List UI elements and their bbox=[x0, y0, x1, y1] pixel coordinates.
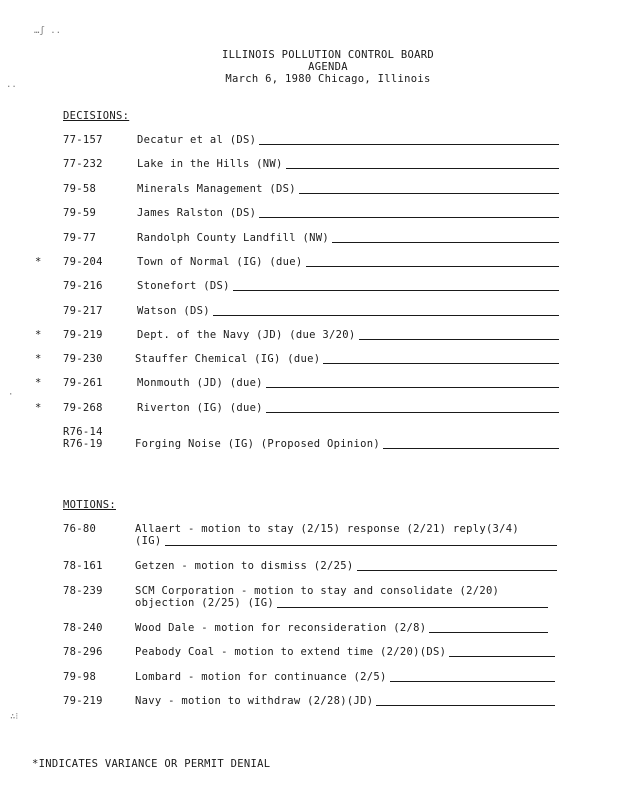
motion-item bbox=[135, 622, 548, 634]
decision-text: Stonefort (DS) bbox=[137, 280, 230, 292]
motion-number: 78-161 bbox=[63, 560, 103, 572]
header-date-location: March 6, 1980 Chicago, Illinois bbox=[225, 73, 431, 85]
stray-mark-top: …ʃ .. bbox=[34, 26, 62, 36]
decision-text: Randolph County Landfill (NW) bbox=[137, 232, 330, 244]
motion-text: Lombard - motion for continuance (2/5) bbox=[135, 671, 387, 683]
decisions-heading: DECISIONS: bbox=[63, 110, 130, 122]
blank-line bbox=[213, 314, 559, 316]
blank-line bbox=[383, 447, 559, 449]
decision-item bbox=[137, 329, 559, 341]
blank-line bbox=[266, 386, 559, 388]
motion-text: Peabody Coal - motion to extend time (2/20)(DS) bbox=[135, 646, 447, 658]
decision-number: 79-219 bbox=[63, 329, 103, 341]
decision-text: Monmouth (JD) (due) bbox=[137, 377, 263, 389]
blank-line bbox=[306, 265, 559, 267]
decision-item bbox=[137, 256, 559, 268]
decision-number: 79-230 bbox=[63, 353, 103, 365]
stray-mark-left: .. bbox=[6, 80, 17, 90]
denial-asterisk: * bbox=[35, 402, 42, 414]
motion-text: Getzen - motion to dismiss (2/25) bbox=[135, 560, 354, 572]
blank-line bbox=[277, 606, 548, 608]
motion-item bbox=[135, 646, 555, 658]
stray-mark-left-2: · bbox=[8, 390, 14, 400]
motion-item bbox=[135, 597, 548, 609]
denial-asterisk: * bbox=[35, 377, 42, 389]
header-board-name: ILLINOIS POLLUTION CONTROL BOARD bbox=[222, 49, 434, 61]
motion-item bbox=[135, 560, 557, 572]
motion-text: Allaert - motion to stay (2/15) response (2/21) reply(3/4) bbox=[135, 523, 520, 535]
motion-text: Wood Dale - motion for reconsideration (2/8) bbox=[135, 622, 427, 634]
decision-number: 79-268 bbox=[63, 402, 103, 414]
motion-number: 79-98 bbox=[63, 671, 97, 683]
decision-text: Lake in the Hills (NW) bbox=[137, 158, 283, 170]
motion-item bbox=[135, 535, 557, 547]
blank-line bbox=[165, 544, 558, 546]
blank-line bbox=[357, 569, 557, 571]
motion-number: 76-80 bbox=[63, 523, 97, 535]
blank-line bbox=[376, 704, 555, 706]
decision-item bbox=[137, 377, 559, 389]
blank-line bbox=[286, 167, 559, 169]
decision-item bbox=[137, 280, 559, 292]
motion-number: 78-296 bbox=[63, 646, 103, 658]
decision-item bbox=[137, 402, 559, 414]
motions-heading: MOTIONS: bbox=[63, 499, 116, 511]
denial-asterisk: * bbox=[35, 353, 42, 365]
footnote: *INDICATES VARIANCE OR PERMIT DENIAL bbox=[32, 758, 271, 770]
decision-number: 77-157 bbox=[63, 134, 103, 146]
blank-line bbox=[233, 289, 559, 291]
decision-text: Watson (DS) bbox=[137, 305, 210, 317]
decision-item bbox=[135, 438, 559, 450]
blank-line bbox=[259, 143, 559, 145]
motion-text: Navy - motion to withdraw (2/28)(JD) bbox=[135, 695, 374, 707]
header-agenda: AGENDA bbox=[308, 61, 348, 73]
decision-number: 79-77 bbox=[63, 232, 97, 244]
blank-line bbox=[390, 680, 555, 682]
denial-asterisk: * bbox=[35, 329, 42, 341]
stray-mark-bottom: ∴⁝ bbox=[10, 712, 19, 722]
blank-line bbox=[323, 362, 559, 364]
denial-asterisk: * bbox=[35, 256, 42, 268]
decision-item bbox=[137, 158, 559, 170]
decision-number: 77-232 bbox=[63, 158, 103, 170]
motion-item bbox=[135, 671, 555, 683]
blank-line bbox=[359, 338, 559, 340]
decision-item bbox=[137, 183, 559, 195]
decision-item bbox=[137, 207, 559, 219]
motion-item bbox=[135, 695, 555, 707]
blank-line bbox=[429, 631, 548, 633]
motion-text: SCM Corporation - motion to stay and consolidate (2/20) bbox=[135, 585, 500, 597]
motion-number: 78-240 bbox=[63, 622, 103, 634]
decision-number: 79-204 bbox=[63, 256, 103, 268]
decision-text: Dept. of the Navy (JD) (due 3/20) bbox=[137, 329, 356, 341]
blank-line bbox=[266, 411, 559, 413]
decision-number-second: R76-19 bbox=[63, 438, 103, 450]
blank-line bbox=[332, 241, 559, 243]
decision-text: Stauffer Chemical (IG) (due) bbox=[135, 353, 321, 365]
motion-text-continued: objection (2/25) (IG) bbox=[135, 597, 275, 609]
decision-text: Forging Noise (IG) (Proposed Opinion) bbox=[135, 438, 380, 450]
decision-number: 79-217 bbox=[63, 305, 103, 317]
decision-number: 79-59 bbox=[63, 207, 97, 219]
decision-text: James Ralston (DS) bbox=[137, 207, 257, 219]
decision-number: R76-14 bbox=[63, 426, 103, 438]
decision-text: Town of Normal (IG) (due) bbox=[137, 256, 303, 268]
blank-line bbox=[299, 192, 559, 194]
decision-item bbox=[137, 305, 559, 317]
blank-line bbox=[259, 216, 559, 218]
decision-number: 79-58 bbox=[63, 183, 97, 195]
decision-text: Riverton (IG) (due) bbox=[137, 402, 263, 414]
decision-item bbox=[137, 134, 559, 146]
decision-item bbox=[135, 353, 559, 365]
decision-number: 79-261 bbox=[63, 377, 103, 389]
decision-number: 79-216 bbox=[63, 280, 103, 292]
decision-text: Decatur et al (DS) bbox=[137, 134, 257, 146]
blank-line bbox=[449, 655, 555, 657]
motion-number: 78-239 bbox=[63, 585, 103, 597]
decision-text: Minerals Management (DS) bbox=[137, 183, 296, 195]
decision-item bbox=[137, 232, 559, 244]
motion-text-continued: (IG) bbox=[135, 535, 162, 547]
motion-number: 79-219 bbox=[63, 695, 103, 707]
